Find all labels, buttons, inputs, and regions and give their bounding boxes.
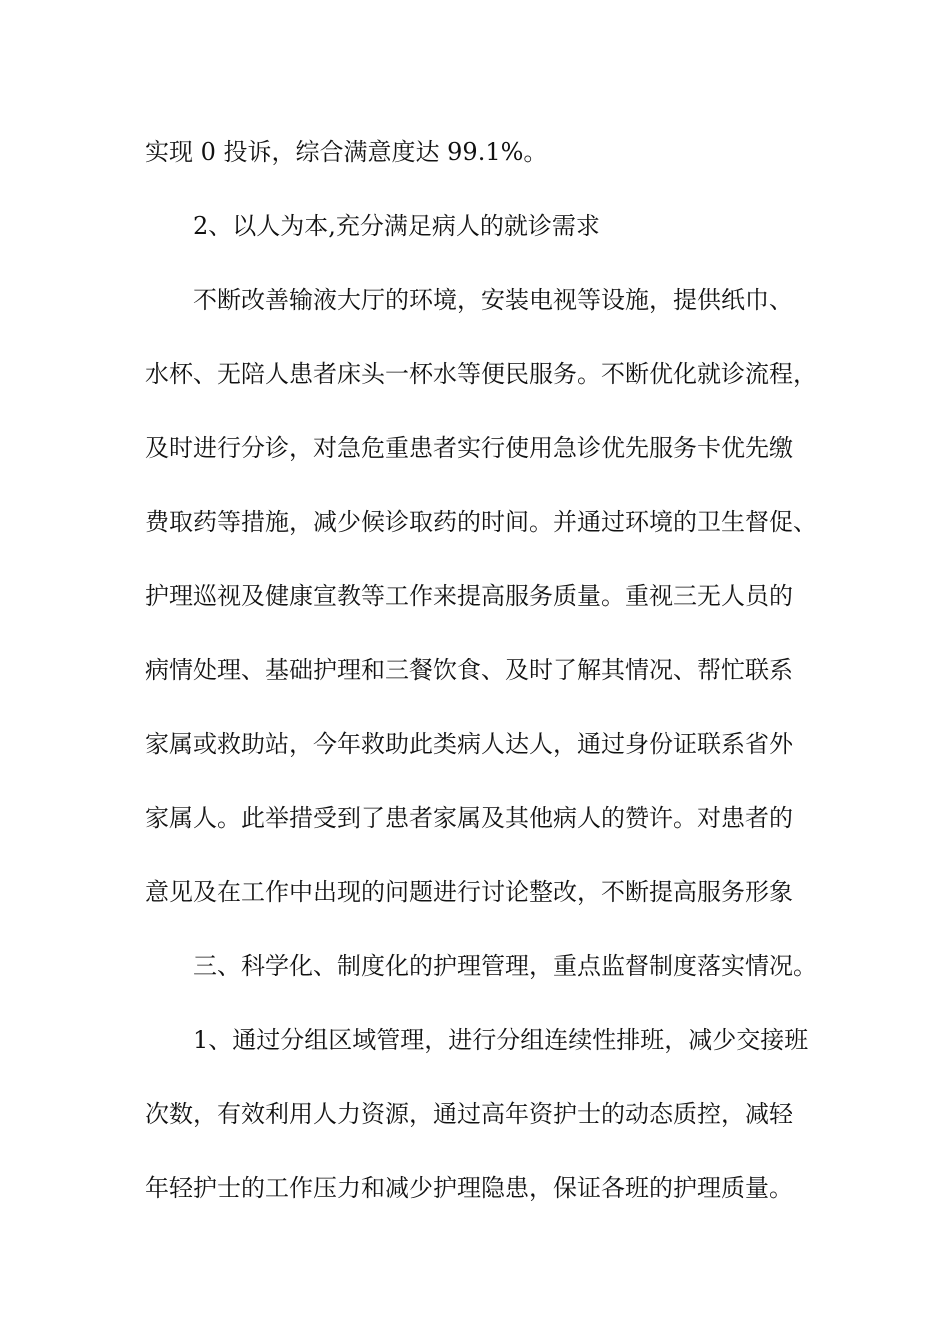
text-line: 家属或救助站，今年救助此类病人达人，通过身份证联系省外 [145, 730, 793, 758]
text-line: 及时进行分诊，对急危重患者实行使用急诊优先服务卡优先缴 [145, 434, 793, 462]
text-line: 费取药等措施，减少候诊取药的时间。并通过环境的卫生督促、 [145, 508, 817, 536]
text-line: 年轻护士的工作压力和减少护理隐患，保证各班的护理质量。 [145, 1174, 793, 1202]
paragraph-first-line: 不断改善输液大厅的环境，安装电视等设施，提供纸巾、 [193, 286, 793, 314]
text-line: 水杯、无陪人患者床头一杯水等便民服务。不断优化就诊流程， [145, 360, 817, 388]
text-line: 次数，有效利用人力资源，通过高年资护士的动态质控，减轻 [145, 1100, 793, 1128]
paragraph-first-line: 1、通过分组区域管理，进行分组连续性排班，减少交接班 [193, 1026, 809, 1054]
text-line: 护理巡视及健康宣教等工作来提高服务质量。重视三无人员的 [145, 582, 793, 610]
text-line: 意见及在工作中出现的问题进行讨论整改，不断提高服务形象 [145, 878, 793, 906]
text-line: 家属人。此举措受到了患者家属及其他病人的赞许。对患者的 [145, 804, 793, 832]
section-heading: 2、以人为本,充分满足病人的就诊需求 [193, 212, 600, 240]
text-line: 实现 0 投诉，综合满意度达 99.1%。 [145, 138, 548, 166]
section-heading: 三、科学化、制度化的护理管理，重点监督制度落实情况。 [193, 952, 817, 980]
text-line: 病情处理、基础护理和三餐饮食、及时了解其情况、帮忙联系 [145, 656, 793, 684]
